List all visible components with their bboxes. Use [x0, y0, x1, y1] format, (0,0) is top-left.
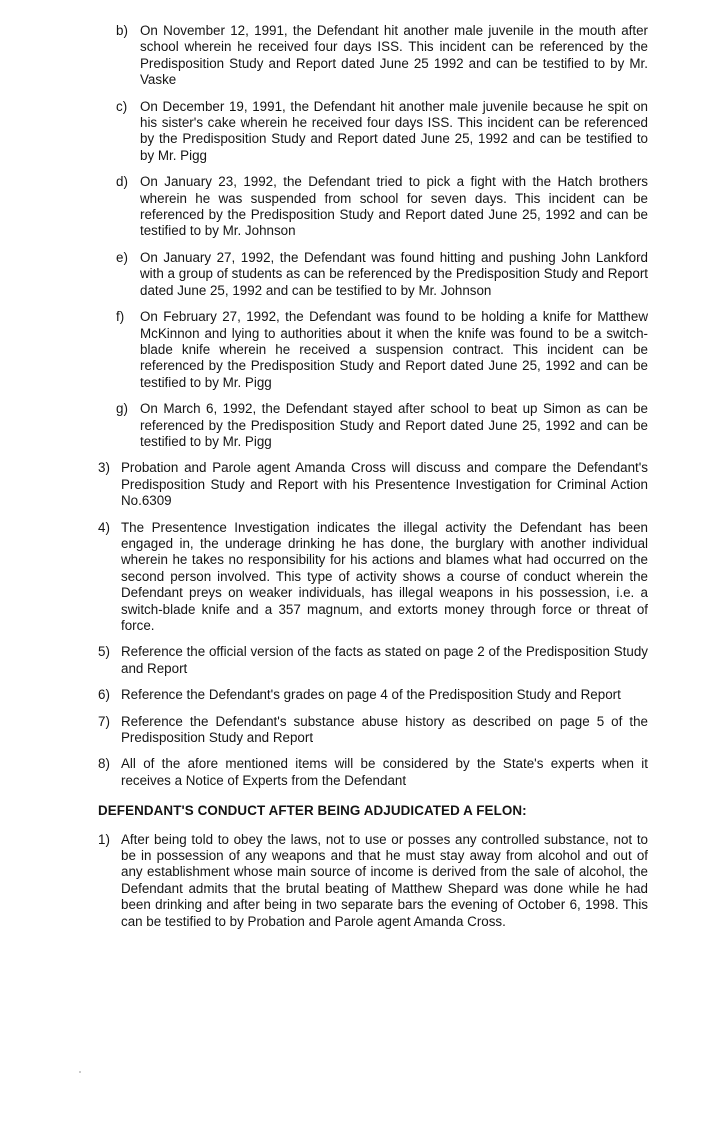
item-marker: g): [116, 401, 128, 417]
item-text: Reference the Defendant's substance abuse history as described on page 5 of the Predisposition Study and Report: [121, 713, 648, 746]
item-marker: d): [116, 174, 128, 190]
item-text: On January 23, 1992, the Defendant tried to pick a fight with the Hatch brothers wherein he was suspended from school for seven days. This incident can be referenced by the Predisposition Study and Report dated June 25, 1992 and can be testified to by Mr. Johnson: [140, 174, 648, 239]
item-text: On November 12, 1991, the Defendant hit another male juvenile in the mouth after school wherein he received four days ISS. This incident can be referenced by the Predisposition Study and Report dated June 25 1992 and can be testified to by Mr. Vaske: [140, 23, 648, 88]
item-text: Reference the Defendant's grades on page 4 of the Predisposition Study and Report: [121, 687, 621, 703]
list-item-3: [98, 460, 648, 509]
list-item-6: [98, 687, 648, 703]
item-text: On January 27, 1992, the Defendant was found hitting and pushing John Lankford with a group of students as can be referenced by the Predisposition Study and Report dated June 25, 1992 and can be testified to by Mr. Johnson: [140, 249, 648, 298]
item-marker: 7): [98, 713, 110, 729]
item-marker: 1): [98, 831, 110, 847]
item-marker: 4): [98, 519, 110, 535]
item-text: Probation and Parole agent Amanda Cross will discuss and compare the Defendant's Predisposition Study and Report with his Presentence Investigation for Criminal Action No.6309: [121, 460, 648, 509]
list-item-4: [98, 520, 648, 635]
list-item-c: [116, 99, 648, 165]
list-item-8: [98, 756, 648, 789]
item-marker: b): [116, 23, 128, 38]
item-text: On December 19, 1991, the Defendant hit another male juvenile because he spit on his sister's cake wherein he received four days ISS. This incident can be referenced by the Predisposition Study and Report dated June 25, 1992 and can be testified to by Mr. Pigg: [140, 98, 648, 163]
item-text: All of the afore mentioned items will be considered by the State's experts when it receives a Notice of Experts from the Defendant: [121, 756, 648, 788]
section-list-item-1: [98, 832, 648, 930]
item-text: The Presentence Investigation indicates the illegal activity the Defendant has been engaged in, the underage drinking he has done, the burglary with another individual wherein he takes no responsibility for his actions and blames what had occurred on the second person involved. This type of activity shows a course of conduct wherein the Defendant preys on weaker individuals, has illegal weapons in his possession, i.e. a switch-blade knife and a 357 magnum, and extorts money through force or threat of force.: [121, 519, 648, 633]
item-text: On February 27, 1992, the Defendant was found to be holding a knife for Matthew McKinnon and lying to authorities about it when the knife was found to be a switch-blade knife wherein he received a suspension contract. This incident can be referenced by the Predisposition Study and Report dated June 25, 1992 and can be testified to by Mr. Pigg: [140, 309, 648, 390]
list-item-g: [116, 401, 648, 450]
item-marker: 6): [98, 687, 110, 703]
scan-speck: [79, 1071, 81, 1073]
item-marker: 3): [98, 460, 110, 476]
item-text: On March 6, 1992, the Defendant stayed after school to beat up Simon as can be referenced by the Predisposition Study and Report dated June 25, 1992 and can be testified to by Mr. Pigg: [140, 401, 648, 449]
item-marker: e): [116, 249, 128, 265]
item-text: After being told to obey the laws, not to use or posses any controlled substance, not to be in possession of any weapons and that he must stay away from alcohol and out of any establishment whose main source of income is derived from the sale of alcohol, the Defendant admits that the brutal beating of Matthew Shepard was done while he had been drinking and after being in two separate bars the evening of October 6, 1998. This can be testified to by Probation and Parole agent Amanda Cross.: [121, 831, 648, 929]
list-item-5: [98, 644, 648, 677]
list-item-d: [116, 174, 648, 240]
item-marker: c): [116, 98, 128, 114]
list-item-7: [98, 714, 648, 747]
list-item-f: [116, 309, 648, 391]
item-marker: f): [116, 309, 125, 325]
item-marker: 8): [98, 756, 110, 772]
item-marker: 5): [98, 644, 110, 660]
section-heading: DEFENDANT'S CONDUCT AFTER BEING ADJUDICATED A FELON:: [98, 803, 527, 819]
list-item-b: [116, 23, 648, 89]
list-item-e: [116, 250, 648, 299]
item-text: Reference the official version of the facts as stated on page 2 of the Predisposition Study and Report: [121, 644, 648, 676]
